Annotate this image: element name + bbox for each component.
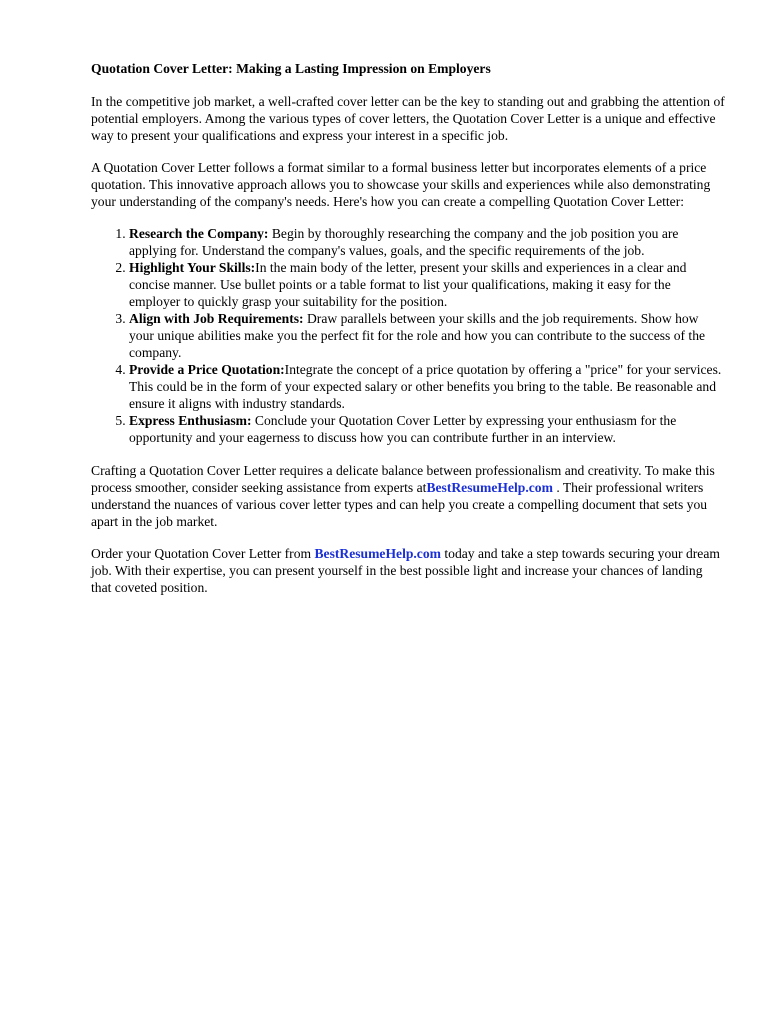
list-item — [129, 361, 725, 412]
step-text: Conclude your Quotation Cover Letter by expressing your enthusiasm for the opportunity and your eagerness to discuss how you can contribute further in an interview. — [129, 413, 677, 445]
crafting-paragraph — [91, 462, 725, 530]
list-item — [129, 310, 725, 361]
list-item — [129, 259, 725, 310]
document-title: Quotation Cover Letter: Making a Lasting Impression on Employers — [91, 61, 491, 76]
intro-paragraph: In the competitive job market, a well-crafted cover letter can be the key to standing out and grabbing the attention of potential employers. Among the various types of cover letters, the Quotation Cover Letter is a unique and effective way to present your qualifications and express your interest in a specific job. — [91, 94, 725, 143]
step-text: Begin by thoroughly researching the company and the job position you are applying for. Understand the company's values, goals, and the specific requirements of the job. — [129, 226, 679, 258]
order-paragraph — [91, 545, 725, 596]
step-text: Draw parallels between your skills and the job requirements. Show how your unique abilities make you the perfect fit for the role and how you can contribute to the success of the company. — [129, 311, 706, 360]
bestresumehelp-link[interactable]: BestResumeHelp.com — [426, 480, 553, 495]
crafting-text-after: . Their professional writers understand the nuances of various cover letter types and can help you create a compelling document that sets you apart in the job market. — [91, 480, 708, 529]
step-heading: Provide a Price Quotation: — [129, 362, 285, 377]
crafting-text-before: Crafting a Quotation Cover Letter requires a delicate balance between professionalism and creativity. To make this process smoother, consider seeking assistance from experts at — [91, 463, 715, 495]
step-heading: Align with Job Requirements: — [129, 311, 304, 326]
step-heading: Research the Company: — [129, 226, 269, 241]
step-heading: Express Enthusiasm: — [129, 413, 252, 428]
list-item — [129, 412, 725, 446]
order-text-after: today and take a step towards securing your dream job. With their expertise, you can present yourself in the best possible light and increase your chances of landing that coveted position. — [91, 546, 720, 595]
step-text: In the main body of the letter, present your skills and experiences in a clear and concise manner. Use bullet points or a table format to list your qualifications, making it easy for the employer to quickly grasp your suitability for the position. — [129, 260, 687, 309]
step-heading: Highlight Your Skills: — [129, 260, 256, 275]
bestresumehelp-order-link[interactable]: BestResumeHelp.com — [314, 546, 441, 561]
format-paragraph: A Quotation Cover Letter follows a format similar to a formal business letter but incorporates elements of a price quotation. This innovative approach allows you to showcase your skills and experiences while also demonstrating your understanding of the company's needs. Here's how you can create a compelling Quotation Cover Letter: — [91, 160, 711, 209]
document-page — [91, 60, 725, 611]
steps-list — [91, 225, 725, 446]
list-item — [129, 225, 725, 259]
step-text: Integrate the concept of a price quotation by offering a "price" for your services. This could be in the form of your expected salary or other benefits you bring to the table. Be reasonable and ensure it aligns with industry standards. — [129, 362, 722, 411]
order-text-before: Order your Quotation Cover Letter from — [91, 546, 315, 561]
